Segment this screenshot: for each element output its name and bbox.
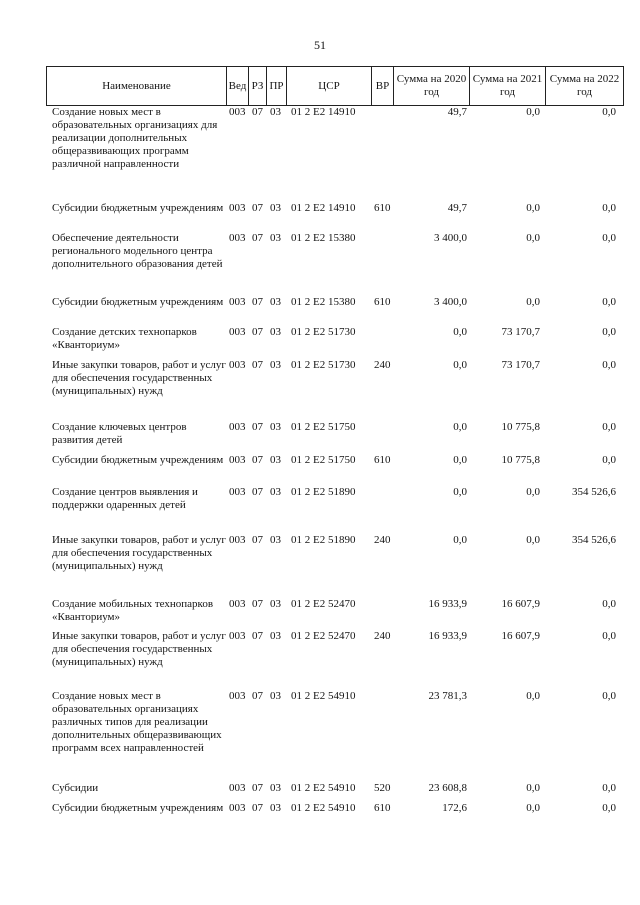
row-csr: 01 2 Е2 51730 [291,326,356,338]
header-ved: Вед [226,67,248,105]
row-sum2022: 0,0 [602,326,616,338]
row-vr: 610 [374,802,391,814]
row-sum2021: 0,0 [526,486,540,498]
row-sum2020: 0,0 [453,359,467,371]
row-pr: 03 [270,782,281,794]
row-name: Создание ключевых центров развития детей [52,421,187,446]
row-rz: 07 [252,421,263,433]
row-sum2021: 73 170,7 [501,359,540,371]
row-name: Обеспечение деятельности регионального модельного центра дополнительного образования детей [52,232,223,270]
row-name: Субсидии бюджетным учреждениям [52,454,224,466]
row-ved: 003 [229,782,246,794]
row-pr: 03 [270,106,281,118]
row-name: Создание новых мест в образовательных организациях различных типов для реализации дополнительных общеразвивающих программ всех направленностей [52,690,222,754]
row-csr: 01 2 Е2 51730 [291,359,356,371]
row-csr: 01 2 Е2 54910 [291,782,356,794]
row-rz: 07 [252,202,263,214]
row-pr: 03 [270,326,281,338]
row-sum2022: 0,0 [602,359,616,371]
row-rz: 07 [252,802,263,814]
row-rz: 07 [252,486,263,498]
row-rz: 07 [252,534,263,546]
row-name: Создание новых мест в образовательных организациях для реализации дополнительных общеразвивающих программ различной направленности [52,106,218,170]
row-name: Субсидии бюджетным учреждениям [52,202,224,214]
row-sum2022: 0,0 [602,690,616,702]
row-sum2022: 0,0 [602,202,616,214]
row-csr: 01 2 Е2 15380 [291,232,356,244]
row-csr: 01 2 Е2 52470 [291,598,356,610]
row-sum2021: 16 607,9 [501,598,540,610]
row-sum2020: 0,0 [453,534,467,546]
row-csr: 01 2 Е2 14910 [291,202,356,214]
row-name: Создание мобильных технопарков «Кванториум» [52,598,214,623]
row-pr: 03 [270,202,281,214]
row-sum2022: 0,0 [602,421,616,433]
row-pr: 03 [270,802,281,814]
row-rz: 07 [252,782,263,794]
row-sum2022: 0,0 [602,232,616,244]
row-ved: 003 [229,690,246,702]
row-sum2020: 0,0 [453,326,467,338]
row-sum2022: 0,0 [602,802,616,814]
row-pr: 03 [270,421,281,433]
row-name: Иные закупки товаров, работ и услуг для обеспечения государственных (муниципальных) нужд [52,359,226,397]
row-vr: 240 [374,630,391,642]
row-sum2021: 0,0 [526,232,540,244]
row-vr: 240 [374,359,391,371]
row-csr: 01 2 Е2 51750 [291,454,356,466]
header-vr: ВР [371,67,393,105]
row-rz: 07 [252,106,263,118]
row-ved: 003 [229,326,246,338]
row-ved: 003 [229,202,246,214]
header-csr: ЦСР [286,67,371,105]
row-pr: 03 [270,690,281,702]
row-vr: 240 [374,534,391,546]
row-ved: 003 [229,296,246,308]
row-ved: 003 [229,454,246,466]
row-sum2020: 0,0 [453,454,467,466]
row-sum2022: 0,0 [602,598,616,610]
header-pr: ПР [266,67,286,105]
row-ved: 003 [229,232,246,244]
row-name: Иные закупки товаров, работ и услуг для обеспечения государственных (муниципальных) нужд [52,630,226,668]
row-vr: 610 [374,454,391,466]
row-pr: 03 [270,534,281,546]
row-rz: 07 [252,690,263,702]
row-sum2020: 16 933,9 [428,598,467,610]
row-csr: 01 2 Е2 51750 [291,421,356,433]
row-name: Создание детских технопарков «Кванториум» [52,326,197,351]
row-sum2021: 16 607,9 [501,630,540,642]
row-vr: 610 [374,296,391,308]
row-sum2022: 354 526,6 [572,486,616,498]
row-name: Создание центров выявления и поддержки одаренных детей [52,486,198,511]
row-sum2021: 0,0 [526,106,540,118]
row-sum2022: 0,0 [602,296,616,308]
row-name: Субсидии [52,782,99,794]
row-sum2021: 0,0 [526,534,540,546]
row-sum2022: 0,0 [602,454,616,466]
row-sum2020: 16 933,9 [428,630,467,642]
row-ved: 003 [229,421,246,433]
row-sum2021: 0,0 [526,296,540,308]
row-sum2022: 0,0 [602,630,616,642]
row-sum2020: 49,7 [447,202,467,214]
row-sum2021: 0,0 [526,782,540,794]
row-rz: 07 [252,598,263,610]
row-ved: 003 [229,630,246,642]
row-csr: 01 2 Е2 51890 [291,486,356,498]
row-sum2021: 0,0 [526,202,540,214]
row-pr: 03 [270,359,281,371]
row-ved: 003 [229,802,246,814]
header-rz: РЗ [248,67,266,105]
row-sum2022: 0,0 [602,782,616,794]
row-sum2020: 23 781,3 [428,690,467,702]
row-name: Субсидии бюджетным учреждениям [52,802,224,814]
row-csr: 01 2 Е2 51890 [291,534,356,546]
row-rz: 07 [252,359,263,371]
page-number: 51 [314,38,326,52]
row-sum2020: 0,0 [453,421,467,433]
row-rz: 07 [252,326,263,338]
header-sum-2022: Сумма на 2022 год [545,67,623,105]
row-sum2021: 10 775,8 [501,454,540,466]
table-body [0,106,640,866]
row-rz: 07 [252,232,263,244]
row-ved: 003 [229,534,246,546]
row-sum2020: 3 400,0 [434,296,467,308]
row-pr: 03 [270,486,281,498]
row-ved: 003 [229,486,246,498]
row-pr: 03 [270,598,281,610]
row-ved: 003 [229,598,246,610]
header-name: Наименование [102,79,171,92]
row-sum2020: 49,7 [447,106,467,118]
table-header [46,66,624,106]
row-sum2022: 0,0 [602,106,616,118]
row-pr: 03 [270,296,281,308]
row-sum2021: 10 775,8 [501,421,540,433]
row-sum2020: 0,0 [453,486,467,498]
row-sum2021: 73 170,7 [501,326,540,338]
row-rz: 07 [252,296,263,308]
row-pr: 03 [270,454,281,466]
row-csr: 01 2 Е2 54910 [291,802,356,814]
row-rz: 07 [252,630,263,642]
row-sum2021: 0,0 [526,802,540,814]
row-pr: 03 [270,232,281,244]
row-sum2020: 3 400,0 [434,232,467,244]
header-sum-2021: Сумма на 2021 год [469,67,545,105]
row-pr: 03 [270,630,281,642]
row-name: Иные закупки товаров, работ и услуг для обеспечения государственных (муниципальных) нужд [52,534,226,572]
header-sum-2020: Сумма на 2020 год [393,67,469,105]
row-csr: 01 2 Е2 15380 [291,296,356,308]
row-sum2021: 0,0 [526,690,540,702]
row-csr: 01 2 Е2 54910 [291,690,356,702]
row-vr: 520 [374,782,391,794]
row-ved: 003 [229,106,246,118]
row-sum2020: 23 608,8 [428,782,467,794]
row-name: Субсидии бюджетным учреждениям [52,296,224,308]
row-csr: 01 2 Е2 14910 [291,106,356,118]
row-rz: 07 [252,454,263,466]
row-csr: 01 2 Е2 52470 [291,630,356,642]
row-vr: 610 [374,202,391,214]
row-ved: 003 [229,359,246,371]
row-sum2022: 354 526,6 [572,534,616,546]
row-sum2020: 172,6 [442,802,467,814]
